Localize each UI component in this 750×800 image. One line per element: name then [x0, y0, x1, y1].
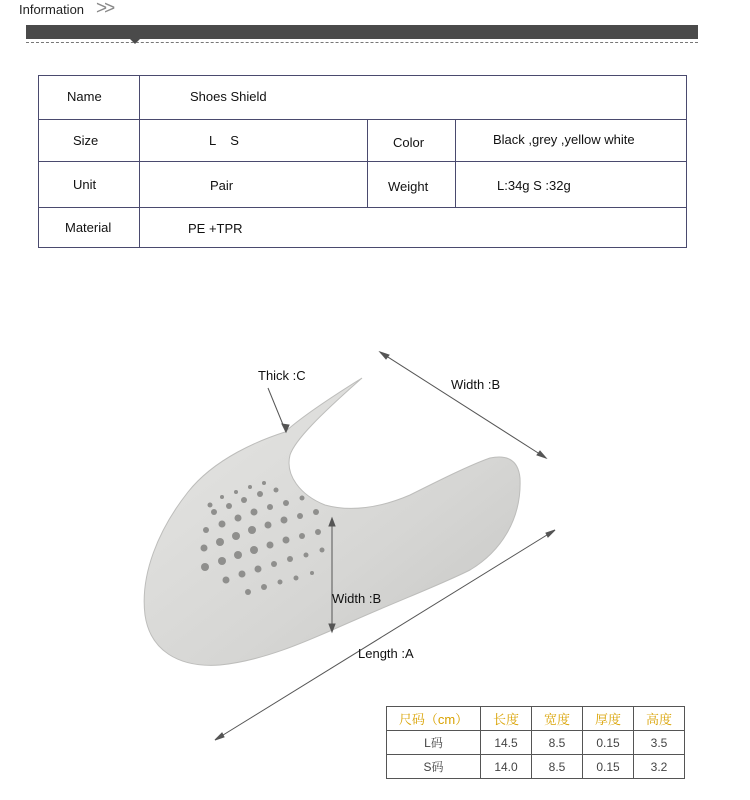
table-divider: [39, 207, 686, 208]
table-cell: S码: [387, 755, 481, 779]
size-header-cell: 尺码（cm）: [387, 707, 481, 731]
table-row: [387, 731, 685, 755]
table-divider: [39, 161, 686, 162]
double-chevron-icon: >>: [96, 0, 113, 19]
table-header-row: [387, 707, 685, 731]
table-cell: 0.15: [583, 731, 634, 755]
name-value: Shoes Shield: [190, 89, 267, 104]
header-bar: [26, 25, 698, 39]
length-header-cell: 长度: [481, 707, 532, 731]
table-cell: 3.2: [634, 755, 685, 779]
color-value: Black ,grey ,yellow white: [493, 132, 635, 147]
table-cell: L码: [387, 731, 481, 755]
name-label: Name: [67, 89, 102, 104]
thick-label: Thick :C: [258, 368, 306, 383]
color-label: Color: [393, 135, 425, 150]
shoe-shield-diagram: [0, 330, 750, 750]
table-cell: 0.15: [583, 755, 634, 779]
table-cell: 14.5: [481, 731, 532, 755]
weight-value: L:34g S :32g: [497, 178, 571, 193]
table-divider: [367, 119, 368, 207]
width-label-top: Width :B: [451, 377, 501, 392]
material-value: PE +TPR: [188, 221, 243, 236]
width-label-mid: Width :B: [332, 591, 382, 606]
table-cell: 8.5: [532, 731, 583, 755]
table-cell: 14.0: [481, 755, 532, 779]
size-label: Size: [73, 133, 99, 148]
length-label: Length :A: [358, 646, 414, 661]
section-title: Information: [19, 2, 85, 17]
spec-table: [38, 75, 687, 248]
size-value: L S: [209, 133, 239, 148]
material-label: Material: [65, 220, 112, 235]
table-cell: 8.5: [532, 755, 583, 779]
size-table: [386, 706, 685, 779]
height-header-cell: 高度: [634, 707, 685, 731]
dashed-divider: [26, 42, 698, 43]
unit-value: Pair: [210, 178, 234, 193]
unit-label: Unit: [73, 177, 97, 192]
table-divider: [139, 76, 140, 248]
width-header-cell: 宽度: [532, 707, 583, 731]
table-divider: [39, 119, 686, 120]
thickness-header-cell: 厚度: [583, 707, 634, 731]
table-row: [387, 755, 685, 779]
weight-label: Weight: [388, 179, 429, 194]
header-notch: [129, 38, 141, 44]
table-divider: [455, 119, 456, 207]
table-cell: 3.5: [634, 731, 685, 755]
